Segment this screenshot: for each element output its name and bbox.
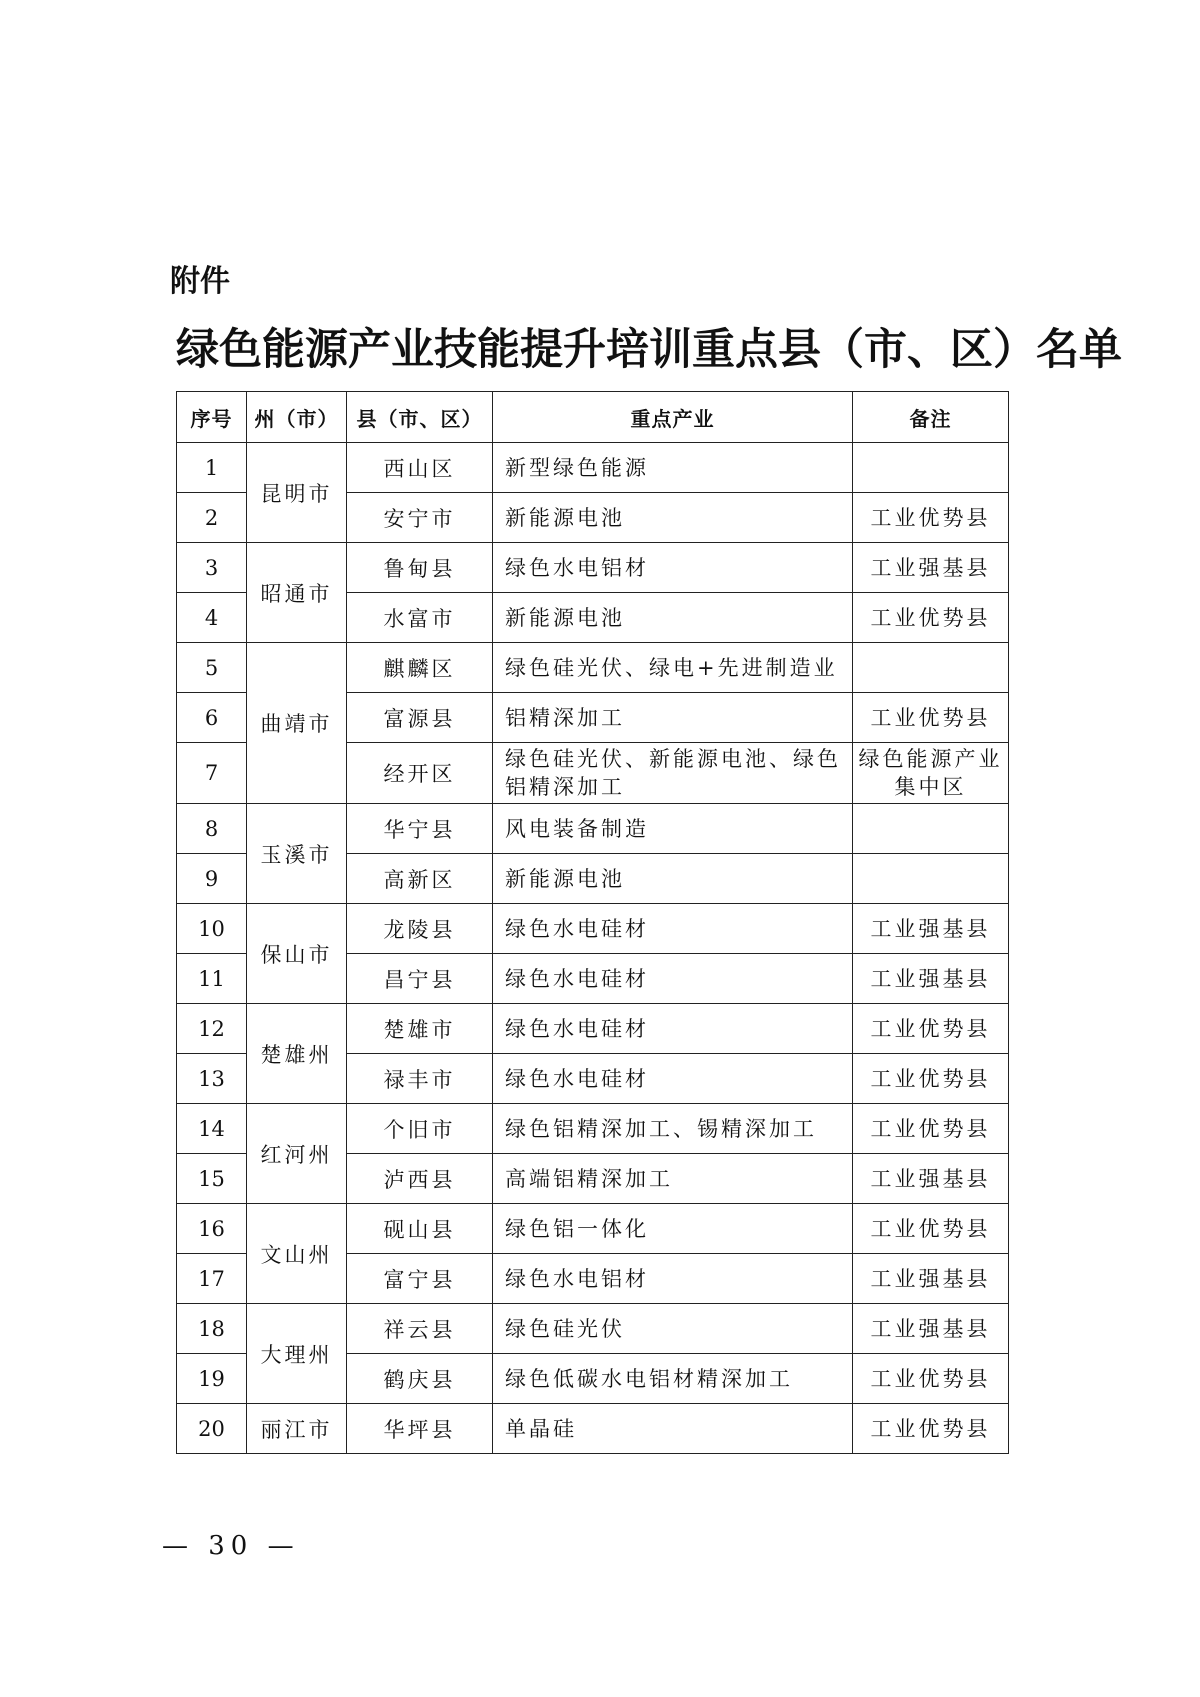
note-cell: 工业优势县 (853, 493, 1009, 543)
county-cell: 鹤庆县 (347, 1354, 493, 1404)
prefecture-cell: 红河州 (247, 1104, 347, 1204)
county-cell: 华坪县 (347, 1404, 493, 1454)
prefecture-cell: 昆明市 (247, 443, 347, 543)
table-row (177, 804, 1009, 854)
industry-cell: 高端铝精深加工 (493, 1154, 853, 1204)
table-row (177, 904, 1009, 954)
document-title: 绿色能源产业技能提升培训重点县（市、区）名单 (176, 325, 1122, 375)
row-number: 14 (177, 1104, 247, 1154)
row-number: 18 (177, 1304, 247, 1354)
county-cell: 祥云县 (347, 1304, 493, 1354)
attachment-label: 附件 (170, 264, 230, 299)
county-roster-table (176, 391, 1009, 1454)
note-cell: 工业优势县 (853, 593, 1009, 643)
row-number: 17 (177, 1254, 247, 1304)
industry-cell: 绿色铝一体化 (493, 1204, 853, 1254)
table-row (177, 543, 1009, 593)
county-cell: 泸西县 (347, 1154, 493, 1204)
industry-cell: 绿色低碳水电铝材精深加工 (493, 1354, 853, 1404)
note-cell: 工业强基县 (853, 543, 1009, 593)
note-cell: 工业优势县 (853, 1104, 1009, 1154)
industry-cell: 绿色硅光伏 (493, 1304, 853, 1354)
table-row (177, 643, 1009, 693)
county-cell: 砚山县 (347, 1204, 493, 1254)
table-row (177, 1104, 1009, 1154)
county-cell: 经开区 (347, 743, 493, 804)
table-row (177, 1004, 1009, 1054)
column-header-prefecture: 州（市） (247, 392, 347, 443)
industry-cell: 绿色水电硅材 (493, 1004, 853, 1054)
note-cell: 工业强基县 (853, 954, 1009, 1004)
row-number: 15 (177, 1154, 247, 1204)
note-cell: 工业优势县 (853, 1004, 1009, 1054)
county-cell: 龙陵县 (347, 904, 493, 954)
row-number: 5 (177, 643, 247, 693)
note-cell: 工业优势县 (853, 1204, 1009, 1254)
row-number: 20 (177, 1404, 247, 1454)
county-cell: 华宁县 (347, 804, 493, 854)
prefecture-cell: 大理州 (247, 1304, 347, 1404)
industry-cell: 新能源电池 (493, 854, 853, 904)
row-number: 1 (177, 443, 247, 493)
county-cell: 富宁县 (347, 1254, 493, 1304)
note-cell (853, 443, 1009, 493)
table-body (177, 443, 1009, 1454)
column-header-no: 序号 (177, 392, 247, 443)
table-row (177, 1404, 1009, 1454)
county-cell: 富源县 (347, 693, 493, 743)
column-header-industry: 重点产业 (493, 392, 853, 443)
note-cell: 工业强基县 (853, 1254, 1009, 1304)
county-cell: 安宁市 (347, 493, 493, 543)
industry-cell: 绿色水电硅材 (493, 1054, 853, 1104)
county-cell: 昌宁县 (347, 954, 493, 1004)
row-number: 4 (177, 593, 247, 643)
row-number: 10 (177, 904, 247, 954)
note-cell: 工业优势县 (853, 1354, 1009, 1404)
row-number: 13 (177, 1054, 247, 1104)
prefecture-cell: 丽江市 (247, 1404, 347, 1454)
table-row (177, 1304, 1009, 1354)
row-number: 6 (177, 693, 247, 743)
industry-cell: 新能源电池 (493, 593, 853, 643)
row-number: 2 (177, 493, 247, 543)
note-cell: 工业优势县 (853, 693, 1009, 743)
row-number: 8 (177, 804, 247, 854)
row-number: 11 (177, 954, 247, 1004)
industry-cell: 单晶硅 (493, 1404, 853, 1454)
industry-cell: 绿色水电铝材 (493, 1254, 853, 1304)
industry-cell: 绿色水电硅材 (493, 904, 853, 954)
note-cell: 工业强基县 (853, 904, 1009, 954)
column-header-note: 备注 (853, 392, 1009, 443)
row-number: 16 (177, 1204, 247, 1254)
industry-cell: 新能源电池 (493, 493, 853, 543)
prefecture-cell: 曲靖市 (247, 643, 347, 804)
note-cell: 工业强基县 (853, 1154, 1009, 1204)
column-header-county: 县（市、区） (347, 392, 493, 443)
row-number: 7 (177, 743, 247, 804)
industry-cell: 绿色硅光伏、新能源电池、绿色铝精深加工 (493, 743, 853, 804)
note-cell: 工业优势县 (853, 1054, 1009, 1104)
prefecture-cell: 楚雄州 (247, 1004, 347, 1104)
row-number: 19 (177, 1354, 247, 1404)
county-cell: 楚雄市 (347, 1004, 493, 1054)
county-cell: 个旧市 (347, 1104, 493, 1154)
industry-cell: 新型绿色能源 (493, 443, 853, 493)
prefecture-cell: 文山州 (247, 1204, 347, 1304)
note-cell (853, 804, 1009, 854)
industry-cell: 绿色水电硅材 (493, 954, 853, 1004)
county-cell: 禄丰市 (347, 1054, 493, 1104)
page-number: — 30 — (162, 1531, 300, 1561)
note-cell (853, 643, 1009, 693)
prefecture-cell: 玉溪市 (247, 804, 347, 904)
row-number: 12 (177, 1004, 247, 1054)
note-cell: 工业优势县 (853, 1404, 1009, 1454)
county-cell: 鲁甸县 (347, 543, 493, 593)
note-cell: 绿色能源产业集中区 (853, 743, 1009, 804)
note-cell: 工业强基县 (853, 1304, 1009, 1354)
industry-cell: 绿色水电铝材 (493, 543, 853, 593)
industry-cell: 风电装备制造 (493, 804, 853, 854)
industry-cell: 铝精深加工 (493, 693, 853, 743)
prefecture-cell: 昭通市 (247, 543, 347, 643)
prefecture-cell: 保山市 (247, 904, 347, 1004)
table-header-row (177, 392, 1009, 443)
industry-cell: 绿色铝精深加工、锡精深加工 (493, 1104, 853, 1154)
note-cell (853, 854, 1009, 904)
county-cell: 水富市 (347, 593, 493, 643)
table-row (177, 1204, 1009, 1254)
table-row (177, 443, 1009, 493)
county-cell: 麒麟区 (347, 643, 493, 693)
industry-cell: 绿色硅光伏、绿电+先进制造业 (493, 643, 853, 693)
county-cell: 西山区 (347, 443, 493, 493)
row-number: 3 (177, 543, 247, 593)
row-number: 9 (177, 854, 247, 904)
county-cell: 高新区 (347, 854, 493, 904)
